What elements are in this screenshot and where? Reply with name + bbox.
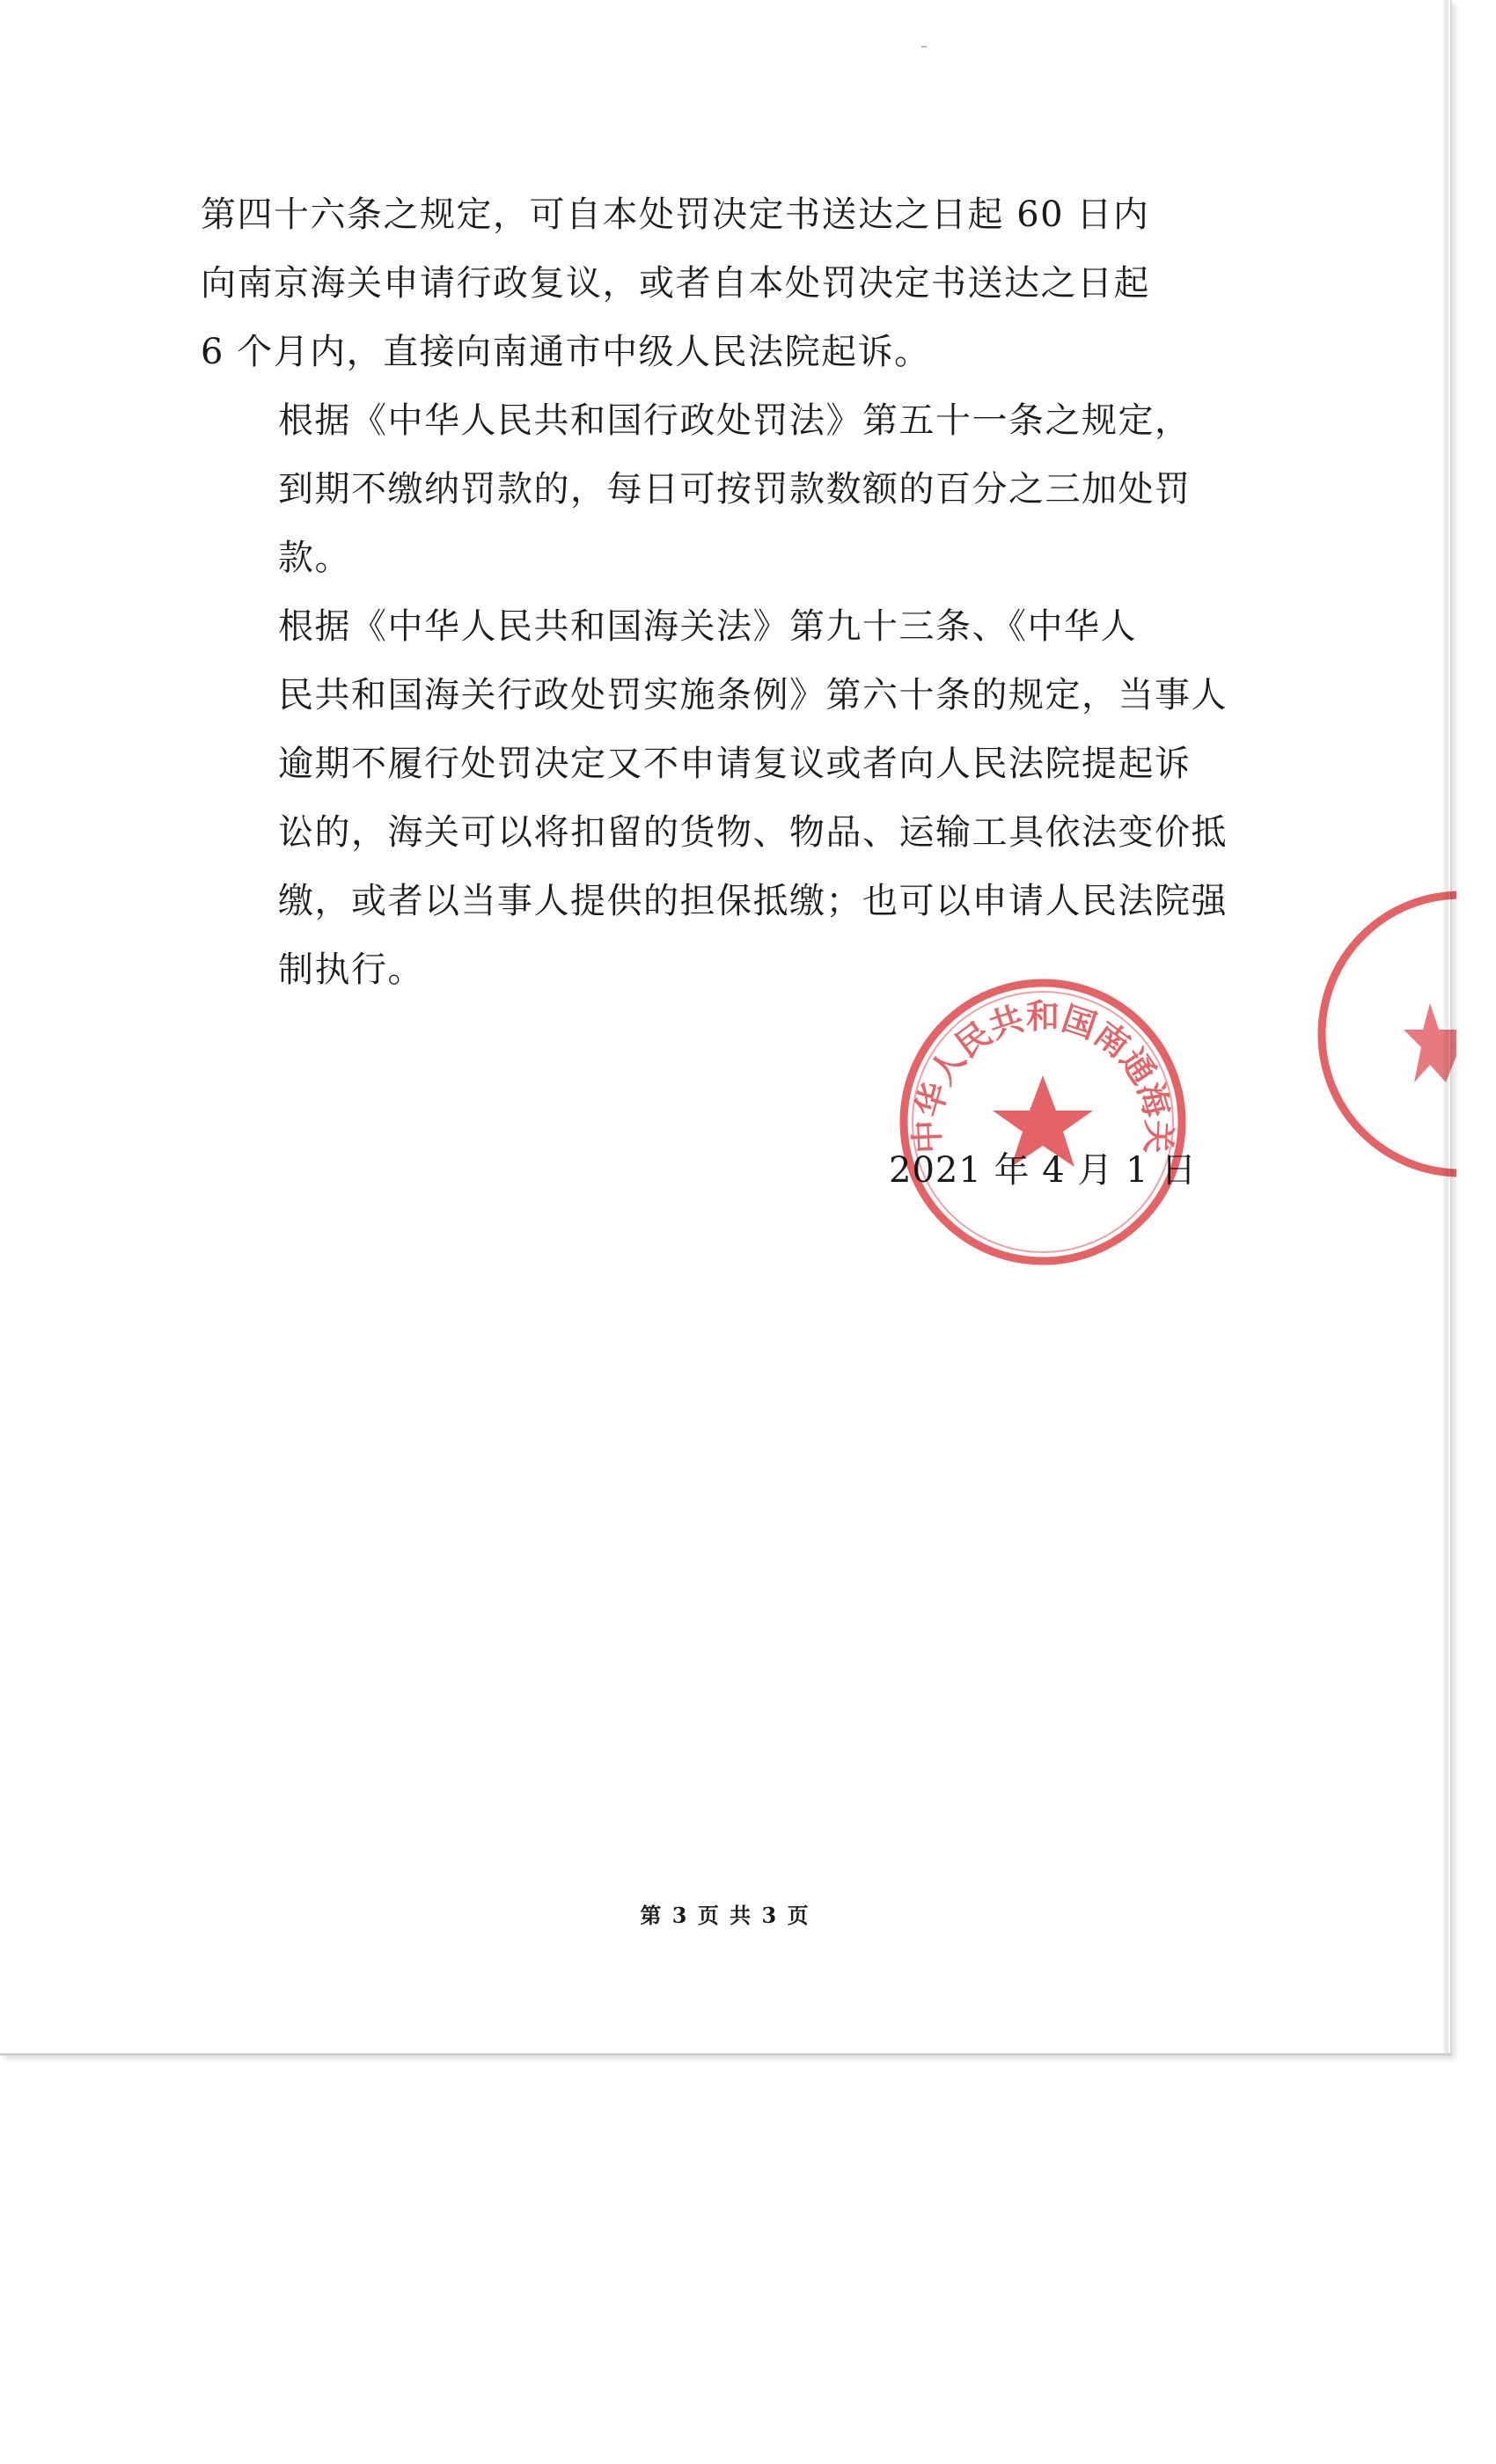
text-line: 制执行。 xyxy=(278,950,424,990)
text-line: 根据《中华人民共和国行政处罚法》第五十一条之规定， xyxy=(278,400,1192,441)
seal-text: 中华人民共和国南通海关 xyxy=(906,996,1179,1155)
paragraph-appeal-rights xyxy=(201,180,1221,386)
text-line: 6 个月内，直接向南通市中级人民法院起诉。 xyxy=(201,332,931,372)
text-line: 款。 xyxy=(278,538,351,578)
text-line: 第四十六条之规定，可自本处罚决定书送达之日起 60 日内 xyxy=(201,194,1150,235)
text-line: 民共和国海关行政处罚实施条例》第六十条的规定，当事人 xyxy=(278,675,1228,715)
text-line: 缴，或者以当事人提供的担保抵缴；也可以申请人民法院强 xyxy=(278,881,1228,921)
text-line: 逾期不履行处罚决定又不申请复议或者向人民法院提起诉 xyxy=(278,744,1192,784)
scan-mark xyxy=(921,46,927,48)
text-line: 到期不缴纳罚款的，每日可按罚款数额的百分之三加处罚 xyxy=(278,469,1192,510)
seal-edge-star-icon xyxy=(1404,1003,1456,1082)
document-date: 2021 年 4 月 1 日 xyxy=(889,1150,1198,1191)
page-footer: 第 3 页 共 3 页 xyxy=(640,1903,810,1928)
seal-star-icon xyxy=(993,1075,1093,1167)
seal-edge-fragment xyxy=(1316,889,1456,1179)
document-body xyxy=(201,180,1228,1004)
text-line: 向南京海关申请行政复议，或者自本处罚决定书送达之日起 xyxy=(201,263,1150,304)
text-line: 讼的，海关可以将扣留的货物、物品、运输工具依法变价抵 xyxy=(278,812,1228,853)
text-line: 根据《中华人民共和国海关法》第九十三条、《中华人 xyxy=(278,606,1137,647)
paragraph-late-penalty xyxy=(201,386,1221,592)
official-seal xyxy=(898,977,1188,1267)
paragraph-enforcement xyxy=(201,592,1228,1004)
